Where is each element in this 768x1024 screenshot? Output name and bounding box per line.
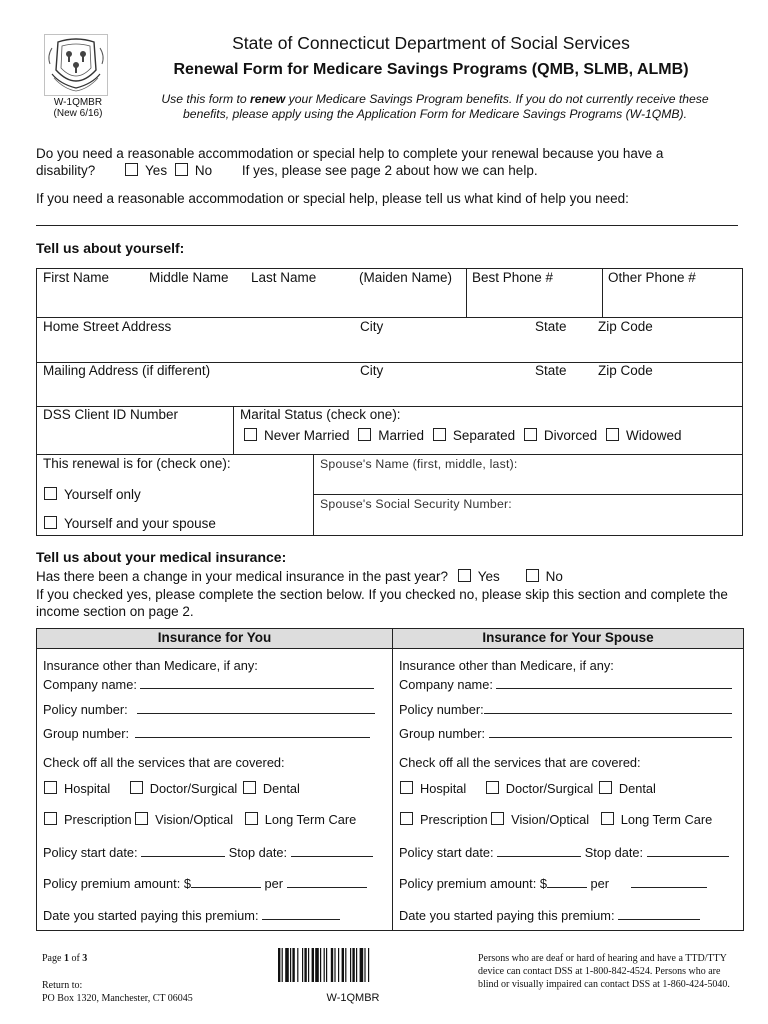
renewal-for-label: This renewal is for (check one):	[43, 456, 231, 471]
maiden-name-label: (Maiden Name)	[359, 270, 453, 285]
you-dental-checkbox[interactable]	[243, 781, 256, 794]
barcode-bar	[290, 948, 291, 982]
married-label: Married	[378, 428, 425, 443]
you-policy-label: Policy number:	[43, 702, 128, 717]
accommodation-yes-checkbox[interactable]	[125, 163, 138, 176]
divorced-label: Divorced	[543, 428, 598, 443]
barcode-bar	[278, 948, 280, 982]
medical-no-label: No	[545, 569, 563, 584]
barcode-bar	[360, 948, 364, 982]
medical-yes-checkbox[interactable]	[458, 569, 471, 582]
page-mid: of	[68, 953, 83, 964]
yourself-spouse-option	[44, 516, 216, 531]
instr-bold: renew	[250, 92, 286, 106]
yourself-only-checkbox[interactable]	[44, 487, 57, 500]
you-date-paying-row	[43, 907, 340, 923]
spouse-per-label: per	[590, 876, 609, 891]
spouse-date-paying-label: Date you started paying this premium:	[399, 908, 615, 923]
you-stop-label: Stop date:	[228, 845, 288, 860]
barcode-bars	[277, 948, 429, 982]
you-policy-row	[43, 701, 375, 717]
you-group-row	[43, 725, 370, 741]
barcode-label: W-1QMBR	[326, 992, 380, 1004]
spouse-doctor-label: Doctor/Surgical	[505, 781, 594, 796]
page-num: 1	[63, 953, 69, 964]
you-group-field[interactable]	[135, 725, 370, 738]
barcode-bar	[334, 948, 335, 982]
other-phone-label: Other Phone #	[608, 270, 696, 285]
spouse-dates-row	[399, 844, 729, 860]
never-married-checkbox[interactable]	[244, 428, 257, 441]
you-other-insurance: Insurance other than Medicare, if any:	[43, 658, 258, 673]
spouse-policy-row	[399, 701, 732, 717]
spouse-company-row	[399, 676, 732, 692]
barcode-bar	[345, 948, 346, 982]
last-name-label: Last Name	[251, 270, 317, 285]
barcode-bar	[285, 948, 289, 982]
barcode-bar	[342, 948, 344, 982]
help-answer-line[interactable]	[36, 225, 738, 226]
middle-name-label: Middle Name	[149, 270, 229, 285]
you-check-services: Check off all the services that are covered:	[43, 755, 285, 770]
you-premium-field[interactable]	[191, 875, 261, 888]
best-phone-label: Best Phone #	[472, 270, 554, 285]
you-company-field[interactable]	[140, 676, 374, 689]
spouse-ltc-label: Long Term Care	[620, 812, 713, 827]
spouse-premium-field[interactable]	[547, 875, 587, 888]
spouse-stop-field[interactable]	[647, 844, 729, 857]
you-per-label: per	[264, 876, 283, 891]
first-name-label: First Name	[43, 270, 110, 285]
you-dental-label: Dental	[262, 781, 300, 796]
page-number	[42, 953, 87, 964]
yourself-spouse-label: Yourself and your spouse	[64, 516, 216, 531]
home-state-label: State	[535, 319, 567, 334]
you-ltc-label: Long Term Care	[264, 812, 357, 827]
widowed-checkbox[interactable]	[606, 428, 619, 441]
accommodation-no-checkbox[interactable]	[175, 163, 188, 176]
barcode	[277, 948, 429, 1004]
you-vision-label: Vision/Optical	[155, 812, 234, 827]
medical-change-question	[36, 569, 563, 584]
you-date-paying-label: Date you started paying this premium:	[43, 908, 259, 923]
you-group-label: Group number:	[43, 726, 130, 741]
barcode-bar	[302, 948, 303, 982]
instructions	[140, 92, 730, 122]
you-per-field[interactable]	[287, 875, 367, 888]
you-stop-field[interactable]	[291, 844, 373, 857]
spouse-vision-label: Vision/Optical	[511, 812, 590, 827]
you-premium-label: Policy premium amount: $	[43, 876, 191, 891]
spouse-start-field[interactable]	[497, 844, 581, 857]
spouse-company-field[interactable]	[496, 676, 732, 689]
you-date-paying-field[interactable]	[262, 907, 340, 920]
accommodation-if-yes: If yes, please see page 2 about how we can help.	[241, 162, 538, 178]
barcode-bar	[326, 948, 327, 982]
spouse-name-label: Spouse's Name (first, middle, last):	[320, 457, 518, 471]
client-id-label: DSS Client ID Number	[43, 407, 179, 422]
personal-info-table	[36, 268, 743, 536]
barcode-bar	[331, 948, 333, 982]
insurance-you-heading: Insurance for You	[157, 630, 272, 645]
tty-notice: Persons who are deaf or hard of hearing and have a TTD/TTY device can contact DSS at 1-800-842-4524. Persons who are blind or visually impaired can contact DSS at 1-860-424-5040.	[478, 953, 730, 990]
instr-pre: Use this form to	[161, 92, 251, 106]
you-services-row1	[44, 781, 300, 796]
return-to-label: Return to:	[42, 980, 83, 991]
spouse-premium-row	[399, 875, 707, 891]
yourself-only-label: Yourself only	[64, 487, 141, 502]
you-company-row	[43, 676, 374, 692]
spouse-company-label: Company name:	[399, 677, 493, 692]
barcode-bar	[350, 948, 351, 982]
spouse-date-paying-row	[399, 907, 700, 923]
form-version: (New 6/16)	[53, 108, 103, 119]
you-ltc-checkbox[interactable]	[245, 812, 258, 825]
accommodation-yes-label: Yes	[145, 162, 168, 178]
you-services-row2	[44, 812, 356, 827]
yourself-spouse-checkbox[interactable]	[44, 516, 57, 529]
spouse-hospital-label: Hospital	[420, 781, 467, 796]
spouse-dental-checkbox[interactable]	[599, 781, 612, 794]
return-address: PO Box 1320, Manchester, CT 06045	[42, 993, 193, 1004]
form-id-block	[46, 97, 110, 119]
marital-status-label: Marital Status (check one):	[240, 407, 401, 422]
instr-post: your Medicare Savings Program benefits. If you do not currently receive these benefits, please apply using the Application Form for Medicare Savings Programs (W-1QMB).	[183, 92, 709, 121]
accommodation-no-label: No	[194, 162, 213, 178]
about-yourself-heading: Tell us about yourself:	[36, 240, 185, 256]
never-married-label: Never Married	[264, 428, 350, 443]
spouse-group-field[interactable]	[489, 725, 732, 738]
barcode-bar	[304, 948, 306, 982]
accommodation-question	[36, 146, 726, 179]
spouse-services-row1	[400, 781, 656, 796]
spouse-policy-label: Policy number:	[399, 702, 484, 717]
form-title: Renewal Form for Medicare Savings Programs (QMB, SLMB, ALMB)	[173, 61, 689, 78]
spouse-prescription-checkbox[interactable]	[400, 812, 413, 825]
yourself-only-option	[44, 487, 141, 502]
mailing-address-label: Mailing Address (if different)	[43, 363, 211, 378]
spouse-vision-checkbox[interactable]	[491, 812, 504, 825]
spouse-doctor-checkbox[interactable]	[486, 781, 499, 794]
home-zip-label: Zip Code	[598, 319, 653, 334]
you-doctor-label: Doctor/Surgical	[149, 781, 238, 796]
spouse-ssn-label: Spouse's Social Security Number:	[320, 497, 512, 511]
barcode-bar	[324, 948, 325, 982]
spouse-group-row	[399, 725, 732, 741]
spouse-policy-field[interactable]	[484, 701, 732, 714]
you-company-label: Company name:	[43, 677, 137, 692]
barcode-bar	[312, 948, 314, 982]
help-prompt: If you need a reasonable accommodation or special help, please tell us what kind of help you need:	[36, 191, 629, 206]
spouse-services-row2	[400, 812, 712, 827]
spouse-start-label: Policy start date:	[399, 845, 494, 860]
mailing-city-label: City	[360, 363, 384, 378]
medical-yes-label: Yes	[477, 569, 500, 584]
marital-options	[244, 428, 681, 443]
spouse-ltc-checkbox[interactable]	[601, 812, 614, 825]
you-dates-row	[43, 844, 373, 860]
insurance-spouse-heading: Insurance for Your Spouse	[482, 630, 654, 645]
barcode-bar	[352, 948, 354, 982]
married-checkbox[interactable]	[358, 428, 371, 441]
you-start-field[interactable]	[141, 844, 225, 857]
separated-label: Separated	[452, 428, 516, 443]
page-pre: Page	[42, 953, 64, 964]
spouse-date-paying-field[interactable]	[618, 907, 700, 920]
home-address-label: Home Street Address	[43, 319, 172, 334]
spouse-hospital-checkbox[interactable]	[400, 781, 413, 794]
spouse-prescription-label: Prescription	[420, 812, 488, 827]
you-doctor-checkbox[interactable]	[130, 781, 143, 794]
department-name: State of Connecticut Department of Social Services	[232, 33, 630, 53]
accommodation-question-text: Do you need a reasonable accommodation or special help to complete your renewal because you have a disability?	[36, 146, 664, 178]
separated-checkbox[interactable]	[433, 428, 446, 441]
barcode-bar	[297, 948, 298, 982]
spouse-dental-label: Dental	[618, 781, 656, 796]
spouse-premium-label: Policy premium amount: $	[399, 876, 547, 891]
mailing-zip-label: Zip Code	[598, 363, 653, 378]
barcode-bar	[292, 948, 294, 982]
home-city-label: City	[360, 319, 384, 334]
barcode-bar	[368, 948, 369, 982]
medical-heading: Tell us about your medical insurance:	[36, 549, 287, 565]
insurance-table	[36, 628, 744, 931]
mailing-state-label: State	[535, 363, 567, 378]
you-hospital-label: Hospital	[64, 781, 111, 796]
you-vision-checkbox[interactable]	[135, 812, 148, 825]
spouse-group-label: Group number:	[399, 726, 486, 741]
barcode-bar	[356, 948, 357, 982]
form-id: W-1QMBR	[53, 97, 103, 108]
you-hospital-checkbox[interactable]	[44, 781, 57, 794]
barcode-bar	[282, 948, 283, 982]
widowed-label: Widowed	[625, 428, 682, 443]
you-prescription-label: Prescription	[64, 812, 132, 827]
barcode-bar	[338, 948, 339, 982]
you-start-label: Policy start date:	[43, 845, 138, 860]
you-policy-field[interactable]	[137, 701, 375, 714]
spouse-other-insurance: Insurance other than Medicare, if any:	[399, 658, 614, 673]
divorced-checkbox[interactable]	[524, 428, 537, 441]
medical-question-text: Has there been a change in your medical insurance in the past year?	[36, 569, 449, 584]
medical-note: If you checked yes, please complete the section below. If you checked no, please skip this section and complete the income section on page 2.	[36, 587, 728, 619]
page-total: 3	[82, 953, 88, 964]
barcode-bar	[315, 948, 319, 982]
you-prescription-checkbox[interactable]	[44, 812, 57, 825]
barcode-bar	[364, 948, 365, 982]
spouse-check-services: Check off all the services that are covered:	[399, 755, 641, 770]
you-premium-row	[43, 875, 367, 891]
barcode-bar	[308, 948, 309, 982]
medical-no-checkbox[interactable]	[526, 569, 539, 582]
barcode-bar	[320, 948, 321, 982]
spouse-stop-label: Stop date:	[584, 845, 644, 860]
spouse-per-field[interactable]	[631, 875, 707, 888]
